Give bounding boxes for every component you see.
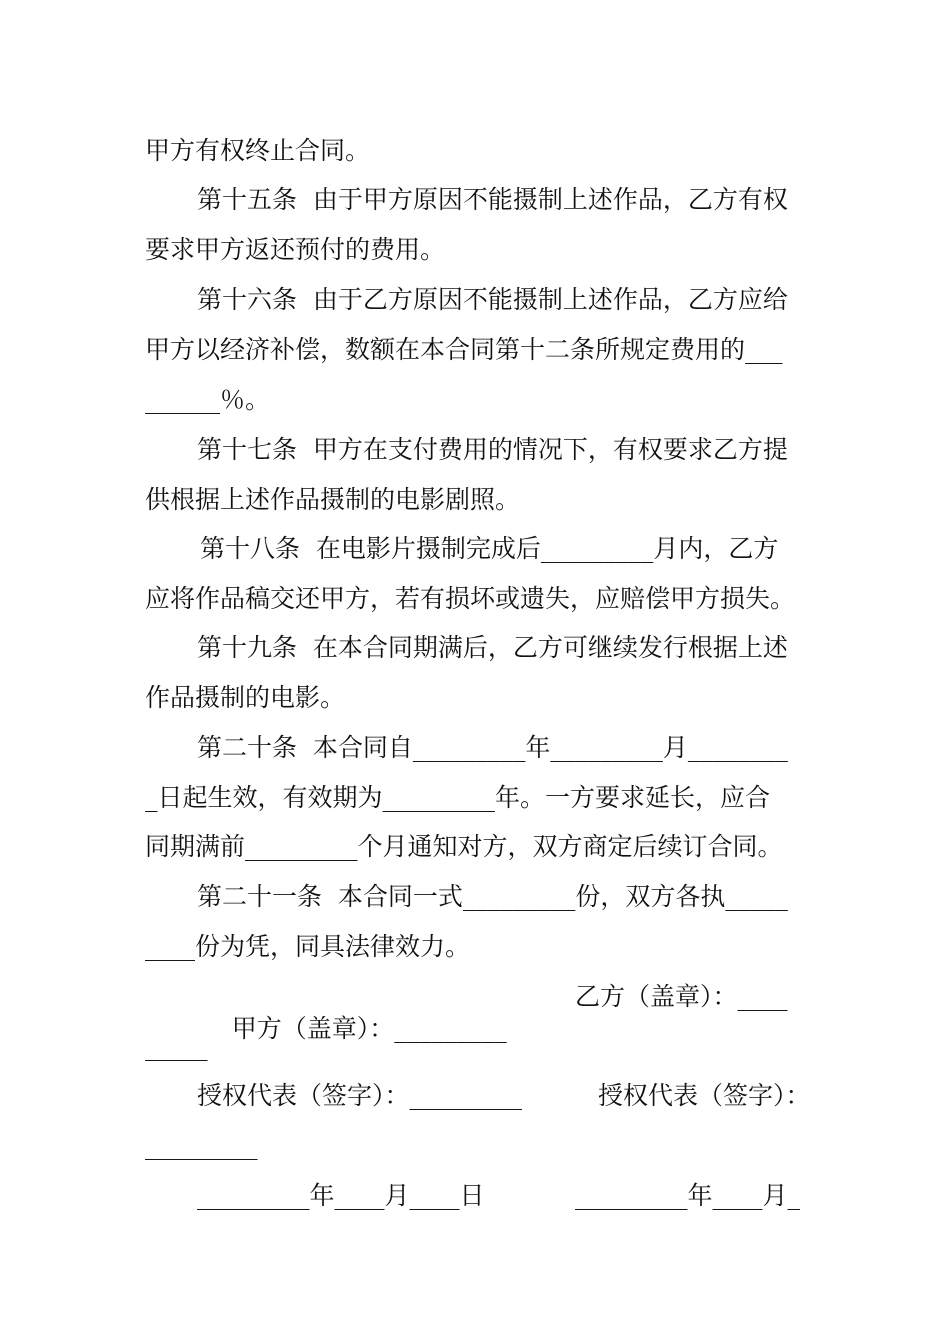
clause-21-line-2: ____份为凭，同具法律效力。 bbox=[145, 932, 471, 961]
clause-16-line-3: ______％。 bbox=[145, 385, 271, 414]
clause-17-line-1: 第十七条 甲方在支付费用的情况下，有权要求乙方提 bbox=[197, 435, 788, 464]
clause-16-line-2: 甲方以经济补偿，数额在本合同第十二条所规定费用的___ bbox=[145, 335, 783, 364]
clause-19-line-2: 作品摄制的电影。 bbox=[145, 683, 346, 712]
clause-21-line-1: 第二十一条 本合同一式_________份，双方各执_____ bbox=[197, 882, 788, 911]
clause-18-line-1: 第十八条 在电影片摄制完成后_________月内，乙方 bbox=[200, 534, 779, 563]
rep-b-cont: _________ bbox=[145, 1131, 258, 1160]
clause-20-line-3: 同期满前_________个月通知对方，双方商定后续订合同。 bbox=[145, 832, 783, 861]
party-b-seal-cont: _____ bbox=[145, 1032, 208, 1061]
clause-20-line-2: _日起生效，有效期为_________年。一方要求延长，应合 bbox=[145, 783, 771, 812]
party-b-seal: 乙方（盖章）：____ bbox=[575, 982, 788, 1011]
clause-20-line-1: 第二十条 本合同自_________年_________月________ bbox=[197, 733, 788, 762]
rep-b: 授权代表（签字）： bbox=[598, 1081, 811, 1110]
clause-15-line-2: 要求甲方返还预付的费用。 bbox=[145, 235, 446, 264]
date-b: _________年____月_ bbox=[575, 1181, 801, 1210]
text-line-1: 甲方有权终止合同。 bbox=[145, 136, 371, 165]
clause-19-line-1: 第十九条 在本合同期满后，乙方可继续发行根据上述 bbox=[197, 633, 788, 662]
clause-17-line-2: 供根据上述作品摄制的电影剧照。 bbox=[145, 485, 521, 514]
clause-16-line-1: 第十六条 由于乙方原因不能摄制上述作品，乙方应给 bbox=[197, 285, 788, 314]
party-a-seal: 甲方（盖章）：_________ bbox=[231, 1014, 507, 1043]
clause-15-line-1: 第十五条 由于甲方原因不能摄制上述作品，乙方有权 bbox=[197, 185, 788, 214]
rep-a: 授权代表（签字）：_________ bbox=[197, 1081, 523, 1110]
date-a: _________年____月____日 bbox=[197, 1181, 485, 1210]
clause-18-line-2: 应将作品稿交还甲方，若有损坏或遗失，应赔偿甲方损失。 bbox=[145, 584, 796, 613]
